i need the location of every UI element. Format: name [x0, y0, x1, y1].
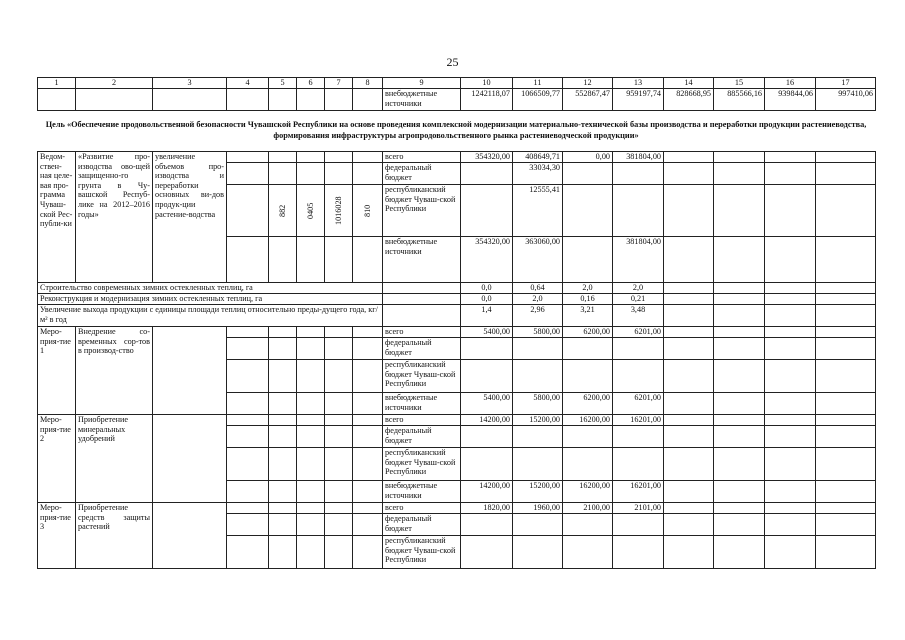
value-cell — [613, 185, 664, 237]
empty-cell — [714, 338, 765, 360]
empty-cell — [664, 481, 714, 503]
value-cell: 0,21 — [613, 294, 664, 305]
value-cell: 408649,71 — [513, 152, 563, 163]
empty-cell — [664, 338, 714, 360]
column-number-cell: 3 — [153, 78, 227, 89]
empty-cell — [664, 283, 714, 294]
value-cell — [513, 338, 563, 360]
empty-cell — [664, 294, 714, 305]
column-number-cell: 10 — [461, 78, 513, 89]
empty-cell — [153, 89, 227, 111]
row-label: федеральный бюджет — [383, 163, 461, 185]
empty-cell — [816, 503, 876, 514]
value-cell: 0,0 — [461, 283, 513, 294]
empty-cell — [227, 152, 269, 163]
value-cell — [461, 536, 513, 569]
column-number-cell: 8 — [353, 78, 383, 89]
empty-cell — [269, 237, 297, 283]
empty-cell — [383, 305, 461, 327]
empty-cell — [816, 338, 876, 360]
empty-cell — [38, 89, 76, 111]
indicator-label: Реконструкция и модернизация зимних остекленных теплиц, га — [38, 294, 383, 305]
column-number-cell: 9 — [383, 78, 461, 89]
empty-cell — [269, 514, 297, 536]
empty-cell — [714, 305, 765, 327]
row-label: федеральный бюджет — [383, 426, 461, 448]
empty-cell — [765, 185, 816, 237]
value-cell: 997410,06 — [816, 89, 876, 111]
value-cell: 5400,00 — [461, 327, 513, 338]
empty-cell — [76, 89, 153, 111]
empty-cell — [325, 503, 353, 514]
empty-cell — [765, 152, 816, 163]
table-row — [38, 503, 876, 514]
value-cell — [613, 426, 664, 448]
empty-cell — [765, 237, 816, 283]
empty-cell — [816, 448, 876, 481]
row-label: внебюджетные источники — [383, 481, 461, 503]
row-label: внебюджетные источники — [383, 89, 461, 111]
row-label: федеральный бюджет — [383, 514, 461, 536]
empty-cell — [227, 237, 269, 283]
empty-cell — [353, 503, 383, 514]
empty-cell — [664, 536, 714, 569]
empty-cell — [227, 327, 269, 338]
empty-cell — [227, 185, 269, 237]
value-cell — [513, 426, 563, 448]
empty-cell — [325, 448, 353, 481]
value-cell: 1820,00 — [461, 503, 513, 514]
value-cell: 14200,00 — [461, 481, 513, 503]
value-cell — [461, 448, 513, 481]
table-row — [38, 89, 876, 111]
empty-cell — [227, 481, 269, 503]
empty-cell — [227, 163, 269, 185]
value-cell — [461, 163, 513, 185]
empty-cell — [227, 393, 269, 415]
row-label: внебюджетные источники — [383, 237, 461, 283]
empty-cell — [664, 415, 714, 426]
value-cell: 0,0 — [461, 294, 513, 305]
empty-cell — [765, 481, 816, 503]
program-type-cell: Ведом-ствен-ная целе-вая про-грамма Чуваш-ской Рес-публи-ки — [38, 152, 76, 283]
empty-cell — [297, 338, 325, 360]
empty-cell — [325, 163, 353, 185]
empty-cell — [714, 503, 765, 514]
empty-cell — [297, 415, 325, 426]
empty-cell — [816, 481, 876, 503]
empty-cell — [353, 152, 383, 163]
value-cell: 5800,00 — [513, 393, 563, 415]
value-cell — [613, 338, 664, 360]
empty-cell — [153, 415, 227, 503]
empty-cell — [325, 481, 353, 503]
budget-code-cell: 810 — [353, 185, 383, 237]
empty-cell — [714, 327, 765, 338]
empty-cell — [325, 152, 353, 163]
empty-cell — [297, 393, 325, 415]
row-label: федеральный бюджет — [383, 338, 461, 360]
empty-cell — [714, 152, 765, 163]
column-number-cell: 13 — [613, 78, 664, 89]
empty-cell — [269, 338, 297, 360]
value-cell: 1242118,07 — [461, 89, 513, 111]
empty-cell — [227, 448, 269, 481]
empty-cell — [227, 426, 269, 448]
budget-code-cell: 0405 — [297, 185, 325, 237]
empty-cell — [325, 536, 353, 569]
measure-name-cell: Внедрение со-временных сор-тов в производ-ство — [76, 327, 153, 415]
value-cell: 381804,00 — [613, 237, 664, 283]
empty-cell — [664, 514, 714, 536]
column-number-cell: 12 — [563, 78, 613, 89]
column-number-cell: 15 — [714, 78, 765, 89]
empty-cell — [765, 294, 816, 305]
empty-cell — [227, 89, 269, 111]
empty-cell — [353, 426, 383, 448]
table-row — [38, 327, 876, 338]
value-cell — [513, 514, 563, 536]
value-cell: 2,0 — [613, 283, 664, 294]
value-cell: 33034,30 — [513, 163, 563, 185]
value-cell — [563, 185, 613, 237]
value-cell — [613, 360, 664, 393]
empty-cell — [765, 415, 816, 426]
value-cell — [563, 536, 613, 569]
row-label: республиканский бюджет Чуваш-ской Республики — [383, 185, 461, 237]
empty-cell — [664, 163, 714, 185]
value-cell: 959197,74 — [613, 89, 664, 111]
empty-cell — [227, 514, 269, 536]
value-cell — [513, 448, 563, 481]
value-cell: 16201,00 — [613, 415, 664, 426]
indicator-label: Увеличение выхода продукции с единицы площади теплиц относительно преды-дущего года, кг/м² в год — [38, 305, 383, 327]
empty-cell — [227, 503, 269, 514]
value-cell — [513, 536, 563, 569]
value-cell — [461, 360, 513, 393]
empty-cell — [353, 360, 383, 393]
empty-cell — [269, 393, 297, 415]
column-number-cell: 2 — [76, 78, 153, 89]
value-cell — [563, 163, 613, 185]
empty-cell — [816, 536, 876, 569]
measure-title-cell: Меро-прия-тие 3 — [38, 503, 76, 569]
column-number-cell: 7 — [325, 78, 353, 89]
value-cell — [461, 514, 513, 536]
empty-cell — [664, 426, 714, 448]
row-label: всего — [383, 327, 461, 338]
empty-cell — [269, 152, 297, 163]
measure-title-cell: Меро-прия-тие 1 — [38, 327, 76, 415]
empty-cell — [714, 185, 765, 237]
value-cell: 6200,00 — [563, 393, 613, 415]
empty-cell — [297, 503, 325, 514]
empty-cell — [816, 163, 876, 185]
row-label: внебюджетные источники — [383, 393, 461, 415]
empty-cell — [269, 481, 297, 503]
value-cell: 2,0 — [563, 283, 613, 294]
empty-cell — [664, 393, 714, 415]
empty-cell — [816, 305, 876, 327]
empty-cell — [353, 481, 383, 503]
empty-cell — [383, 294, 461, 305]
value-cell: 6200,00 — [563, 327, 613, 338]
empty-cell — [269, 327, 297, 338]
empty-cell — [765, 503, 816, 514]
empty-cell — [664, 185, 714, 237]
empty-cell — [153, 327, 227, 415]
empty-cell — [816, 415, 876, 426]
value-cell: 1066509,77 — [513, 89, 563, 111]
empty-cell — [269, 89, 297, 111]
table-row — [38, 415, 876, 426]
empty-cell — [765, 338, 816, 360]
empty-cell — [269, 448, 297, 481]
value-cell: 939844,06 — [765, 89, 816, 111]
empty-cell — [714, 393, 765, 415]
empty-cell — [353, 514, 383, 536]
measure-title-cell: Меро-прия-тие 2 — [38, 415, 76, 503]
row-label: всего — [383, 503, 461, 514]
empty-cell — [714, 237, 765, 283]
empty-cell — [816, 327, 876, 338]
empty-cell — [714, 426, 765, 448]
empty-cell — [325, 415, 353, 426]
goal-heading: Цель «Обеспечение продовольственной безопасности Чувашской Республики на основе проведения комплексной модернизации материально-технической базы производства и переработки продукции растениеводства, формирования инфраструктуры агропродовольственного рынка растениеводческой продукции» — [45, 120, 867, 140]
empty-cell — [269, 163, 297, 185]
column-number-cell: 6 — [297, 78, 325, 89]
empty-cell — [325, 327, 353, 338]
empty-cell — [269, 536, 297, 569]
value-cell: 14200,00 — [461, 415, 513, 426]
column-number-cell: 5 — [269, 78, 297, 89]
empty-cell — [664, 327, 714, 338]
value-cell — [613, 448, 664, 481]
value-cell: 6201,00 — [613, 327, 664, 338]
empty-cell — [714, 283, 765, 294]
empty-cell — [325, 360, 353, 393]
empty-cell — [297, 152, 325, 163]
empty-cell — [297, 163, 325, 185]
empty-cell — [269, 415, 297, 426]
empty-cell — [269, 503, 297, 514]
empty-cell — [297, 514, 325, 536]
value-cell: 1960,00 — [513, 503, 563, 514]
value-cell: 16200,00 — [563, 481, 613, 503]
empty-cell — [816, 237, 876, 283]
empty-cell — [325, 237, 353, 283]
empty-cell — [664, 152, 714, 163]
value-cell: 15200,00 — [513, 481, 563, 503]
empty-cell — [765, 360, 816, 393]
row-label: республиканский бюджет Чуваш-ской Республики — [383, 448, 461, 481]
empty-cell — [297, 237, 325, 283]
table-row — [38, 152, 876, 163]
value-cell: 2101,00 — [613, 503, 664, 514]
empty-cell — [816, 360, 876, 393]
value-cell — [513, 360, 563, 393]
budget-code-cell: 882 — [269, 185, 297, 237]
empty-cell — [714, 294, 765, 305]
value-cell: 552867,47 — [563, 89, 613, 111]
empty-cell — [297, 536, 325, 569]
empty-cell — [714, 360, 765, 393]
empty-cell — [765, 514, 816, 536]
value-cell — [461, 338, 513, 360]
empty-cell — [325, 338, 353, 360]
empty-cell — [297, 426, 325, 448]
empty-cell — [297, 327, 325, 338]
empty-cell — [353, 338, 383, 360]
empty-cell — [353, 415, 383, 426]
value-cell — [613, 536, 664, 569]
empty-cell — [664, 305, 714, 327]
value-cell: 15200,00 — [513, 415, 563, 426]
indicator-row — [38, 283, 876, 294]
value-cell: 0,64 — [513, 283, 563, 294]
value-cell: 828668,95 — [664, 89, 714, 111]
value-cell: 5800,00 — [513, 327, 563, 338]
value-cell — [461, 426, 513, 448]
indicator-row — [38, 294, 876, 305]
empty-cell — [714, 481, 765, 503]
budget-code-cell: 1016028 — [325, 185, 353, 237]
value-cell — [563, 237, 613, 283]
value-cell: 0,00 — [563, 152, 613, 163]
empty-cell — [269, 360, 297, 393]
empty-cell — [664, 237, 714, 283]
empty-cell — [664, 448, 714, 481]
empty-cell — [816, 185, 876, 237]
measure-name-cell: Приобретение средств защиты растений — [76, 503, 153, 569]
value-cell — [563, 360, 613, 393]
row-label: всего — [383, 415, 461, 426]
value-cell: 5400,00 — [461, 393, 513, 415]
empty-cell — [816, 294, 876, 305]
empty-cell — [269, 426, 297, 448]
empty-cell — [353, 237, 383, 283]
value-cell: 16200,00 — [563, 415, 613, 426]
measure-name-cell: Приобретение минеральных удобрений — [76, 415, 153, 503]
column-number-cell: 4 — [227, 78, 269, 89]
main-table — [37, 151, 876, 569]
empty-cell — [765, 327, 816, 338]
row-label: республиканский бюджет Чуваш-ской Республики — [383, 360, 461, 393]
empty-cell — [227, 536, 269, 569]
column-number-cell: 1 — [38, 78, 76, 89]
empty-cell — [714, 514, 765, 536]
value-cell: 1,4 — [461, 305, 513, 327]
empty-cell — [765, 305, 816, 327]
value-cell: 16201,00 — [613, 481, 664, 503]
value-cell: 6201,00 — [613, 393, 664, 415]
empty-cell — [816, 426, 876, 448]
empty-cell — [325, 393, 353, 415]
value-cell: 12555,41 — [513, 185, 563, 237]
empty-cell — [227, 360, 269, 393]
empty-cell — [325, 426, 353, 448]
row-label: всего — [383, 152, 461, 163]
empty-cell — [383, 283, 461, 294]
value-cell: 3,48 — [613, 305, 664, 327]
empty-cell — [353, 163, 383, 185]
value-cell: 885566,16 — [714, 89, 765, 111]
empty-cell — [765, 393, 816, 415]
empty-cell — [714, 163, 765, 185]
value-cell: 381804,00 — [613, 152, 664, 163]
empty-cell — [353, 327, 383, 338]
empty-cell — [664, 360, 714, 393]
column-number-cell: 16 — [765, 78, 816, 89]
empty-cell — [227, 338, 269, 360]
empty-cell — [664, 503, 714, 514]
empty-cell — [297, 89, 325, 111]
row-label: республиканский бюджет Чуваш-ской Республики — [383, 536, 461, 569]
value-cell: 2,96 — [513, 305, 563, 327]
empty-cell — [714, 536, 765, 569]
value-cell — [461, 185, 513, 237]
column-number-cell: 14 — [664, 78, 714, 89]
empty-cell — [816, 152, 876, 163]
value-cell: 2,0 — [513, 294, 563, 305]
empty-cell — [297, 360, 325, 393]
value-cell — [563, 448, 613, 481]
empty-cell — [765, 426, 816, 448]
page-number: 25 — [446, 55, 459, 69]
empty-cell — [765, 536, 816, 569]
column-number-cell: 11 — [513, 78, 563, 89]
empty-cell — [297, 448, 325, 481]
empty-cell — [297, 481, 325, 503]
value-cell: 3,21 — [563, 305, 613, 327]
column-number-row — [38, 78, 876, 89]
empty-cell — [765, 448, 816, 481]
empty-cell — [353, 448, 383, 481]
header-table — [37, 77, 876, 111]
value-cell — [563, 514, 613, 536]
empty-cell — [353, 393, 383, 415]
program-name-cell: «Развитие про-изводства ово-щей защищенно-го грунта в Чу-вашской Респуб-лике на 2012–2016 годы» — [76, 152, 153, 283]
value-cell: 354320,00 — [461, 237, 513, 283]
indicator-label: Строительство современных зимних остекленных теплиц, га — [38, 283, 383, 294]
value-cell — [563, 338, 613, 360]
empty-cell — [353, 536, 383, 569]
empty-cell — [227, 415, 269, 426]
empty-cell — [816, 514, 876, 536]
empty-cell — [816, 393, 876, 415]
value-cell: 2100,00 — [563, 503, 613, 514]
value-cell — [563, 426, 613, 448]
empty-cell — [765, 283, 816, 294]
value-cell — [613, 163, 664, 185]
value-cell — [613, 514, 664, 536]
empty-cell — [153, 503, 227, 569]
value-cell: 363060,00 — [513, 237, 563, 283]
empty-cell — [353, 89, 383, 111]
program-goal-cell: увеличение объемов про-изводства и переработки основных ви-дов продук-ции растение-водства — [153, 152, 227, 283]
value-cell: 0,16 — [563, 294, 613, 305]
empty-cell — [325, 514, 353, 536]
empty-cell — [816, 283, 876, 294]
value-cell: 354320,00 — [461, 152, 513, 163]
empty-cell — [765, 163, 816, 185]
indicator-row — [38, 305, 876, 327]
empty-cell — [714, 415, 765, 426]
column-number-cell: 17 — [816, 78, 876, 89]
empty-cell — [325, 89, 353, 111]
empty-cell — [714, 448, 765, 481]
